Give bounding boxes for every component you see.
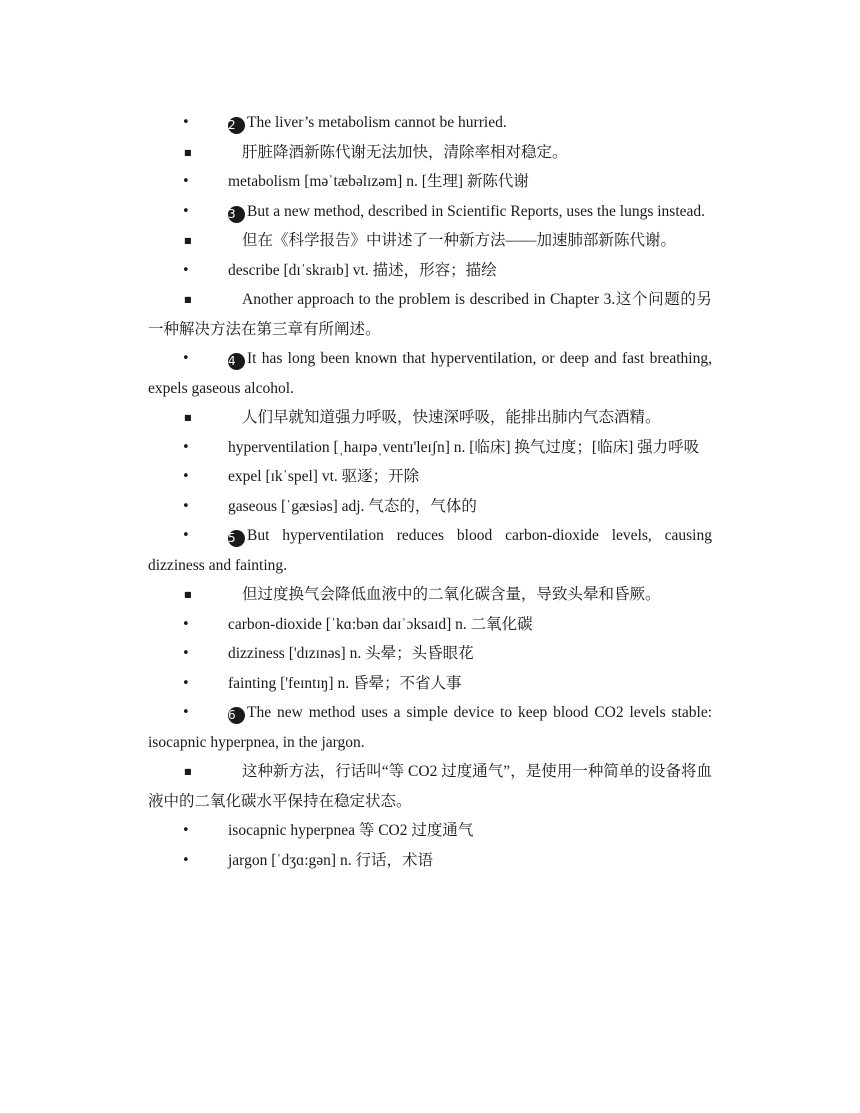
vocab-item [148,256,712,286]
bullet-square-icon: ■ [184,413,192,422]
vocab-text: jargon [ˈdʒɑ:gən] n. 行话，术语 [228,851,433,869]
bullet-dot-icon: • [182,174,190,189]
bullet-dot-icon: • [182,469,190,484]
sentence-text: It has long been known that hyperventilation, or deep and fast breathing, expels gaseous alcohol. [148,350,712,397]
bullet-dot-icon: • [182,675,190,691]
translation-item [148,226,712,256]
bullet-dot-icon: • [182,616,190,632]
vocab-item [148,816,712,846]
vocab-item [148,610,712,640]
bullet-dot-icon: • [182,528,190,543]
bullet-square-icon: ■ [184,147,192,157]
translation-item [148,403,712,433]
bullet-dot-icon: • [182,203,190,219]
example-text: Another approach to the problem is described in Chapter 3.这个问题的另一种解决方法在第三章有所阐述。 [148,291,712,338]
bullet-dot-icon: • [182,262,190,278]
sentence-text: The new method uses a simple device to keep blood CO2 levels stable: isocapnic hyperpnea, in the jargon. [148,704,712,751]
vocab-text: metabolism [məˈtæbəlɪzəm] n. [生理] 新陈代谢 [228,173,529,190]
vocab-item [148,669,712,699]
translation-item [148,757,712,816]
sentence-text: But a new method, described in Scientific Reports, uses the lungs instead. [247,202,706,220]
bullet-square-icon: ■ [184,236,192,245]
vocab-text: describe [dɪˈskraɪb] vt. 描述，形容；描绘 [228,261,497,279]
vocab-text: fainting ['feɪntɪŋ] n. 昏晕；不省人事 [228,674,462,692]
circled-number-icon: 5 [228,530,245,547]
vocab-text: gaseous [ˈgæsiəs] adj. 气态的，气体的 [228,497,477,515]
bullet-dot-icon: • [182,823,190,838]
sentence-text: But hyperventilation reduces blood carbon-dioxide levels, causing dizziness and fainting. [148,527,712,574]
circled-number-icon: 2 [228,117,245,134]
vocab-text: hyperventilation [ˌhaɪpəˌventɪ'leɪʃn] n. [临床] 换气过度；[临床] 强力呼吸 [228,438,700,456]
translation-text: 但在《科学报告》中讲述了一种新方法——加速肺部新陈代谢。 [242,232,677,249]
vocab-text: carbon-dioxide [ˈkɑ:bən daɪˈɔksaɪd] n. 二氧化碳 [228,615,533,633]
bullet-dot-icon: • [182,705,190,720]
translation-text: 肝脏降酒新陈代谢无法加快，清除率相对稳定。 [242,143,568,161]
bullet-item [148,521,712,580]
bullet-dot-icon: • [182,852,190,868]
bullet-dot-icon: • [182,646,190,661]
vocab-item [148,492,712,522]
bullet-square-icon: ■ [184,767,192,776]
vocab-item [148,639,712,669]
sentence-text: The liver’s metabolism cannot be hurried. [247,114,507,131]
bullet-item [148,698,712,757]
vocab-item [148,167,712,197]
circled-number-icon: 4 [228,353,245,370]
bullet-dot-icon: • [182,439,190,455]
bullet-square-icon: ■ [184,590,192,599]
vocab-item [148,462,712,492]
document-page [148,108,712,875]
translation-item [148,138,712,168]
vocab-item [148,846,712,876]
bullet-item [148,344,712,403]
translation-text: 人们早就知道强力呼吸，快速深呼吸，能排出肺内气态酒精。 [242,409,661,426]
circled-number-icon: 6 [228,707,245,724]
bullet-dot-icon: • [182,351,190,366]
vocab-text: expel [ɪkˈspel] vt. 驱逐；开除 [228,468,420,485]
translation-item [148,580,712,610]
bullet-item [148,197,712,227]
translation-text: 但过度换气会降低血液中的二氧化碳含量，导致头晕和昏厥。 [242,586,661,603]
example-item [148,285,712,344]
translation-text: 这种新方法，行话叫“等 CO2 过度通气”，是使用一种简单的设备将血液中的二氧化碳水平保持在稳定状态。 [148,763,712,810]
bullet-item [148,108,712,138]
bullet-square-icon: ■ [184,295,192,304]
vocab-item [148,433,712,463]
vocab-text: dizziness ['dɪzɪnəs] n. 头晕；头昏眼花 [228,645,474,662]
vocab-text: isocapnic hyperpnea 等 CO2 过度通气 [228,822,474,839]
circled-number-icon: 3 [228,206,245,223]
bullet-dot-icon: • [182,115,190,130]
bullet-dot-icon: • [182,498,190,514]
